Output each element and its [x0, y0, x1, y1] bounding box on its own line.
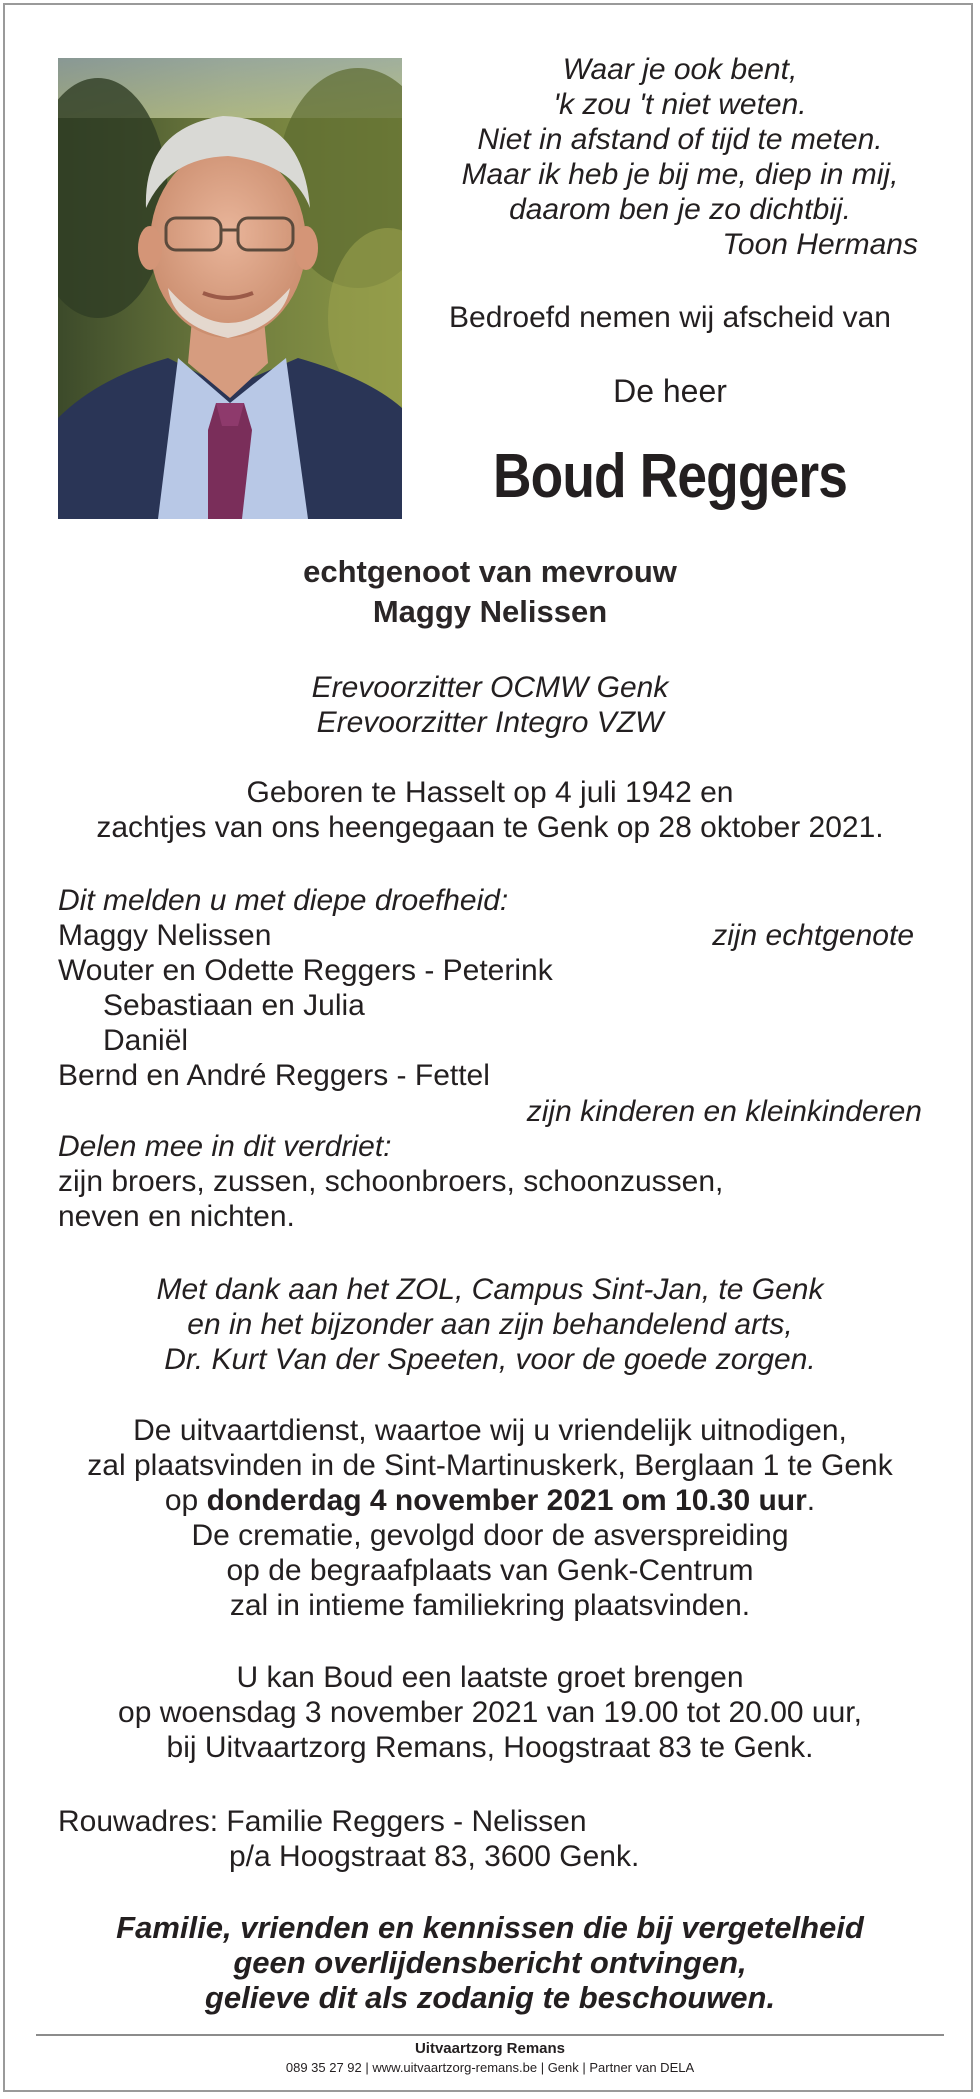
death-line: zachtjes van ons heengegaan te Genk op 28 oktober 2021. — [96, 811, 884, 844]
service-line: De crematie, gevolgd door de asverspreiding — [191, 1519, 789, 1552]
visit-line: op woensdag 3 november 2021 van 19.00 tot 20.00 uur, — [118, 1696, 862, 1729]
poem-line: Maar ik heb je bij me, diep in mij, — [461, 158, 899, 191]
service-date-line — [0, 1483, 980, 1518]
family-spouse-role: zijn echtgenote — [712, 919, 914, 952]
family-grandchildren-1: Sebastiaan en Julia — [103, 989, 365, 1022]
service-date: donderdag 4 november 2021 om 10.30 uur — [206, 1484, 807, 1517]
footer-contact: 089 35 27 92 | www.uitvaartzorg-remans.be | Genk | Partner van DELA — [285, 2060, 695, 2075]
share-heading: Delen mee in dit verdriet: — [58, 1130, 392, 1163]
notice-line: geen overlijdensbericht ontvingen, — [233, 1945, 747, 1980]
service-line: op de begraafplaats van Genk-Centrum — [226, 1554, 754, 1587]
thanks-line: Dr. Kurt Van der Speeten, voor de goede zorgen. — [164, 1343, 816, 1376]
poem-author: Toon Hermans — [722, 228, 918, 261]
portrait-photo — [58, 58, 402, 519]
service-line: De uitvaartdienst, waartoe wij u vriendelijk uitnodigen, — [133, 1414, 847, 1447]
thanks-line: en in het bijzonder aan zijn behandelend arts, — [187, 1308, 793, 1341]
mourning-address-line-2: p/a Hoogstraat 83, 3600 Genk. — [229, 1840, 640, 1873]
thanks-line: Met dank aan het ZOL, Campus Sint-Jan, te Genk — [156, 1273, 824, 1306]
family-heading: Dit melden u met diepe droefheid: — [58, 884, 509, 917]
poem-line: daarom ben je zo dichtbij. — [509, 193, 851, 226]
family-child-2: Bernd en André Reggers - Fettel — [58, 1059, 490, 1092]
spouse-label: echtgenoot van mevrouw — [303, 554, 677, 589]
notice-line: Familie, vrienden en kennissen die bij vergetelheid — [116, 1910, 864, 1945]
visit-line: bij Uitvaartzorg Remans, Hoogstraat 83 te Genk. — [166, 1731, 814, 1764]
service-date-suffix: . — [806, 1484, 816, 1517]
family-spouse-name: Maggy Nelissen — [58, 919, 272, 952]
service-line: zal plaatsvinden in de Sint-Martinuskerk, Berglaan 1 te Genk — [87, 1449, 893, 1482]
share-line: neven en nichten. — [58, 1200, 295, 1233]
poem — [400, 52, 960, 262]
share-line: zijn broers, zussen, schoonbroers, schoonzussen, — [58, 1165, 724, 1198]
visit-line: U kan Boud een laatste groet brengen — [236, 1661, 744, 1694]
intro-text: Bedroefd nemen wij afscheid van — [449, 301, 891, 334]
spouse-block — [0, 552, 980, 632]
title-line: Erevoorzitter OCMW Genk — [311, 671, 669, 704]
poem-line: 'k zou 't niet weten. — [553, 88, 807, 121]
family-child-1: Wouter en Odette Reggers - Peterink — [58, 954, 553, 987]
title-line: Erevoorzitter Integro VZW — [316, 706, 664, 739]
deceased-name: Boud Reggers — [492, 442, 848, 511]
poem-line: Waar je ook bent, — [562, 53, 798, 86]
family-grandchildren-2: Daniël — [103, 1024, 189, 1057]
mourning-address-line-1: Rouwadres: Familie Reggers - Nelissen — [58, 1805, 587, 1838]
notice-block — [0, 1910, 980, 2015]
footer-company: Uitvaartzorg Remans — [414, 2040, 566, 2057]
honorary-titles — [0, 670, 980, 740]
birth-line: Geboren te Hasselt op 4 juli 1942 en — [246, 776, 734, 809]
notice-line: gelieve dit als zodanig te beschouwen. — [204, 1980, 776, 2015]
footer-divider — [36, 2034, 944, 2036]
family-children-role: zijn kinderen en kleinkinderen — [526, 1095, 922, 1128]
visit-block — [0, 1660, 980, 1765]
spouse-name: Maggy Nelissen — [372, 594, 608, 629]
service-date-prefix: op — [164, 1484, 207, 1517]
service-line: zal in intieme familiekring plaatsvinden. — [229, 1589, 751, 1622]
birth-death — [0, 775, 980, 845]
service-block — [0, 1413, 980, 1623]
poem-line: Niet in afstand of tijd te meten. — [477, 123, 883, 156]
honorific: De heer — [613, 373, 727, 409]
thanks-block — [0, 1272, 980, 1377]
